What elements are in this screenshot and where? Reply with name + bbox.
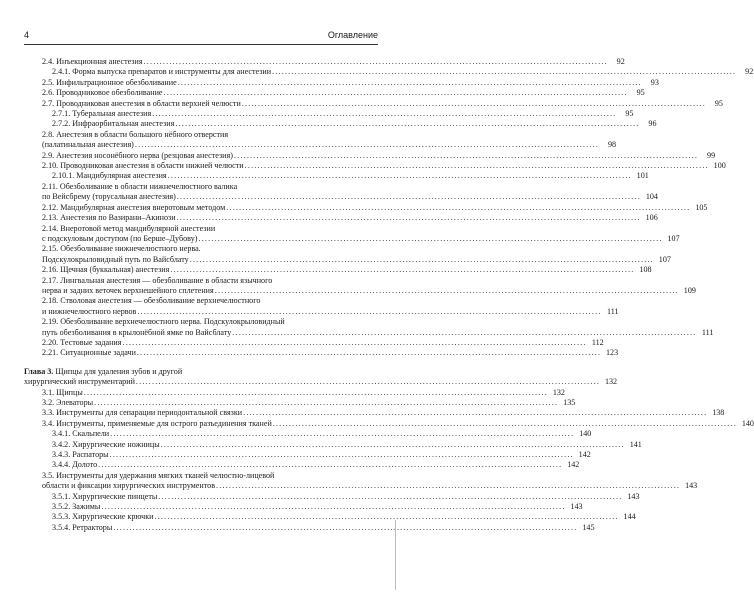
dot-leader [122, 338, 586, 348]
toc-entry-text: 3.5.3. Хирургические крючки [52, 512, 154, 522]
toc-entry-text: (палатинальная анестезия) [42, 140, 134, 150]
dot-leader [113, 523, 577, 533]
toc-page-number: 109 [683, 285, 696, 295]
toc-page-number: 101 [636, 171, 649, 181]
toc-page-number: 107 [667, 233, 680, 243]
page-edge-mark [395, 520, 396, 590]
toc-page-number: 105 [695, 202, 708, 212]
toc-entry [24, 460, 580, 470]
toc-page-number: 98 [607, 140, 617, 150]
toc-entry [24, 67, 754, 77]
toc-entry [24, 88, 645, 98]
running-header [24, 28, 378, 45]
dot-leader [272, 67, 736, 77]
dot-leader [98, 460, 562, 470]
chapter-gap [24, 359, 378, 367]
toc-page-number: 95 [714, 98, 723, 108]
toc-entry-text: 2.4.1. Форма выпуска препаратов и инструменты для анестезии [52, 67, 272, 77]
toc-entry [24, 450, 591, 460]
toc-page-number: 111 [607, 306, 619, 316]
toc-entry [24, 491, 640, 502]
dot-leader [158, 492, 622, 502]
toc-entry [24, 398, 576, 408]
toc-page-number: 143 [627, 491, 640, 501]
toc-entry-text: 3.5.1. Хирургические пинцеты [52, 491, 158, 501]
toc-page-number: 145 [582, 522, 595, 532]
toc-entry-text: 3.2. Элеваторы [42, 398, 94, 407]
toc-entry-text: 3.1. Щипцы [42, 387, 83, 397]
toc-entry-text: 2.18. Стволовая анестезия — обезболивание верхнечелюстного [42, 296, 261, 306]
toc-entry [24, 202, 708, 213]
toc-page-number: 135 [563, 398, 576, 407]
dot-leader [136, 377, 600, 387]
toc-entry [24, 522, 595, 533]
toc-page-number: 142 [567, 460, 580, 470]
toc-entry-text: 2.7.2. Инфраорбитальная анестезия [52, 119, 175, 129]
toc-page-number: 93 [650, 77, 659, 87]
toc-entry [24, 213, 658, 223]
toc-page-number: 100 [713, 161, 726, 171]
dot-leader [234, 151, 698, 161]
toc-entry-text: 2.17. Лингвальная анестезия — обезболивание в области язычного [42, 275, 273, 285]
dot-leader [94, 398, 558, 408]
toc-entry [24, 98, 723, 109]
toc-entry-text: 2.11. Обезболивание в области нижнечелюстного валика [42, 181, 238, 191]
toc-entry-text: 3.4.3. Распаторы [52, 450, 109, 460]
toc-entry-text: 3.5.2. Зажимы [52, 502, 101, 512]
dot-leader [110, 429, 574, 439]
toc-entry-text: 3.4.2. Хирургические ножницы [52, 439, 160, 449]
toc-entry-text: путь обезболивания в крылонёбной ямке по Вайсблату [42, 327, 232, 337]
toc-page-number: 107 [658, 254, 671, 264]
toc-page-number: 95 [636, 88, 645, 98]
toc-entry-text: 3.4.1. Скальпели [52, 429, 110, 439]
dot-leader [168, 171, 632, 181]
toc-page-number: 141 [629, 439, 642, 449]
toc-entry-text: 2.14. Внеротовой метод мандибулярной анестезии [42, 223, 216, 233]
dot-leader [232, 328, 696, 338]
dot-leader [161, 440, 625, 450]
toc-entry-text: 2.15. Обезболивание нижнечелюстного нерва. [42, 244, 201, 254]
chapter-label: Глава 3. [24, 366, 54, 376]
toc-page-number: 99 [707, 150, 716, 160]
toc-entry-text: 3.5. Инструменты для удержания мягких тканей челюстно-лицевой [42, 470, 275, 480]
toc-entry-text: 2.5. Инфильтрационное обезболивание [42, 77, 177, 87]
dot-leader [110, 450, 574, 460]
toc-entry-text: 2.12. Мандибулярная анестезия внеротовым методом [42, 202, 226, 212]
dot-leader [152, 109, 616, 119]
toc-entry-text: 2.9. Анестезия носонёбного нерва (резцовая анестезия) [42, 150, 233, 160]
toc-page-number: 138 [712, 408, 725, 418]
toc-entry-text: Подскулокрыловидный путь по Вайсблату [42, 254, 189, 264]
toc-entry-text: 2.7. Проводниковая анестезия в области верхней челюсти [42, 98, 241, 108]
dot-leader [198, 234, 662, 244]
toc-entry [24, 150, 716, 161]
toc-page-number: 143 [685, 481, 698, 491]
dot-leader [215, 286, 679, 296]
toc-entry [24, 77, 659, 88]
toc-entry-text: 2.20. Тестовые задания [42, 337, 122, 347]
toc-entry-text: и нижнечелюстного нервов [42, 306, 137, 316]
dot-leader [175, 119, 639, 129]
toc-entry [24, 129, 617, 151]
dot-leader [242, 99, 706, 109]
toc-entry [24, 57, 625, 67]
toc-page-number: 92 [616, 57, 625, 66]
toc-page-number: 132 [552, 387, 565, 397]
dot-leader [170, 265, 634, 275]
toc-entry-text: 2.16. Щечная (буккальная) анестезия [42, 265, 170, 275]
dot-leader [137, 307, 601, 317]
toc-entry [24, 109, 634, 119]
toc-entry [24, 296, 619, 317]
toc-entry [24, 439, 642, 450]
dot-leader [177, 192, 641, 202]
toc-entry [24, 418, 754, 429]
toc-page-number: 123 [605, 348, 619, 358]
toc-entry [24, 512, 636, 522]
dot-leader [273, 419, 737, 429]
toc-page-number: 92 [745, 67, 754, 77]
toc-entry [24, 119, 657, 129]
toc-entry [24, 275, 696, 297]
dot-leader [243, 408, 707, 418]
dot-leader [177, 213, 641, 223]
dot-leader [144, 57, 608, 67]
toc-entry [24, 223, 680, 245]
toc-page-number: 95 [625, 109, 634, 119]
toc-page-number: 140 [579, 429, 592, 439]
dot-leader [226, 203, 690, 213]
toc-page-number: 132 [604, 377, 618, 387]
toc-entry-text: 2.4. Инъекционная анестезия [42, 57, 143, 66]
toc-page-number: 104 [645, 192, 658, 202]
toc-entry-text: 2.21. Ситуационные задачи [42, 348, 136, 358]
dot-leader [216, 481, 680, 491]
dot-leader [178, 78, 642, 88]
table-of-contents [24, 57, 754, 533]
toc-entry [24, 171, 649, 181]
toc-entry [24, 387, 565, 398]
toc-entry [24, 348, 619, 358]
toc-entry [24, 181, 658, 203]
toc-page-number: 108 [639, 265, 652, 275]
toc-entry-text: 3.3. Инструменты для сепарации периодонтальной связки [42, 408, 243, 418]
toc-entry-text: 2.7.1. Туберальная анестезия [52, 109, 152, 119]
toc-page-number: 111 [701, 327, 714, 337]
toc-entry [24, 502, 583, 512]
toc-entry [24, 265, 652, 275]
toc-entry-text: Глава 3. Щипцы для удаления зубов и другой [24, 366, 183, 376]
toc-entry [24, 429, 592, 439]
toc-page-number: 143 [570, 502, 583, 512]
dot-leader [137, 348, 601, 358]
dot-leader [190, 255, 654, 265]
page-number: 4 [24, 30, 30, 40]
dot-leader [135, 140, 599, 150]
dot-leader [245, 161, 709, 171]
toc-entry-text: 3.5.4. Ретракторы [52, 522, 113, 532]
dot-leader [84, 388, 548, 398]
toc-entry [24, 161, 726, 171]
dot-leader [101, 502, 565, 512]
toc-entry-text: 2.6. Проводниковое обезболивание [42, 88, 163, 98]
toc-entry-text: 2.13. Анестезия по Вазирани–Акинози [42, 213, 176, 223]
toc-page-number: 96 [648, 119, 657, 129]
toc-page-number: 140 [741, 418, 754, 428]
toc-entry-text: 2.8. Анестезия в области большого нёбного отверстия [42, 129, 229, 139]
toc-entry-text: 3.4. Инструменты, применяемые для острого разъединения тканей [42, 418, 272, 428]
toc-chapter-entry [24, 366, 618, 388]
toc-entry-text: по Вейсбрему (торусальная анестезия) [42, 192, 176, 202]
toc-entry-text: области и фиксации хирургических инструментов [42, 481, 216, 491]
toc-entry [24, 244, 671, 265]
dot-leader [164, 88, 628, 98]
toc-entry-text: 2.10.1. Мандибулярная анестезия [52, 171, 167, 181]
section-title: Оглавление [327, 30, 378, 40]
toc-page-number: 106 [645, 213, 658, 223]
toc-entry-text: нерва и задних веточек верхнешейного сплетения [42, 285, 214, 295]
toc-entry [24, 337, 604, 348]
toc-entry-text: с подскуловым доступом (по Берше–Дубову) [42, 233, 198, 243]
toc-page-number: 142 [578, 450, 591, 460]
toc-entry [24, 470, 698, 492]
toc-entry-text: 2.10. Проводниковая анестезия в области нижней челюсти [42, 161, 244, 171]
toc-entry-text: 2.19. Обезболивание верхнечелюстного нерва. Подскулокрыловидный [42, 317, 285, 327]
toc-entry [24, 317, 714, 338]
dot-leader [154, 512, 618, 522]
toc-page-number: 144 [623, 512, 636, 522]
toc-entry [24, 408, 725, 418]
toc-page-number: 112 [591, 337, 604, 347]
toc-entry-text: 3.4.4. Долото [52, 460, 98, 470]
toc-entry-text: хирургический инструментарий [24, 377, 135, 387]
